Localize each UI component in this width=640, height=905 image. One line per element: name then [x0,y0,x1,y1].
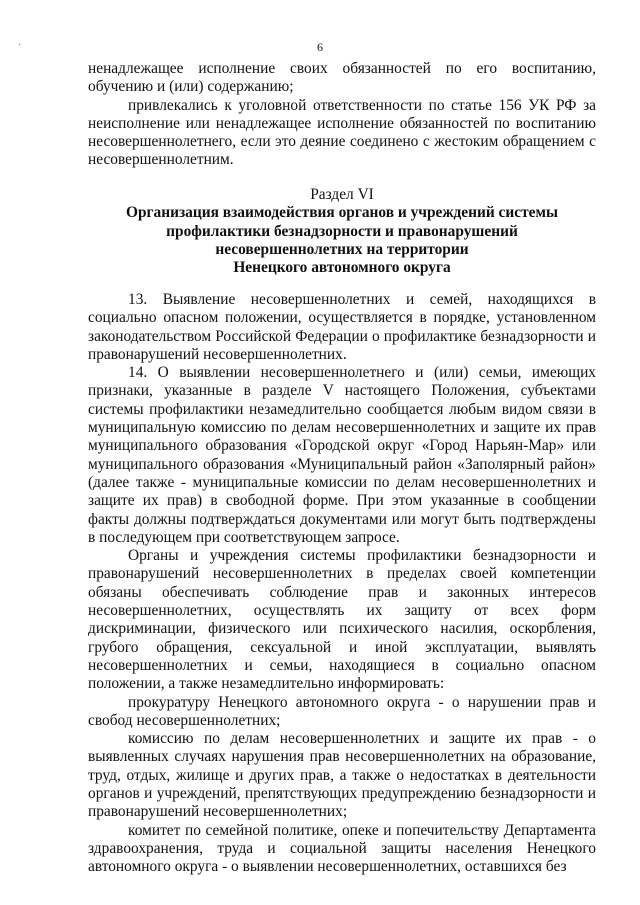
section-heading-line-1: Организация взаимодействия органов и учреждений системы [126,204,558,222]
margin-mark: · [18,40,22,51]
section-body [88,291,596,877]
paragraph-duties: ненадлежащее исполнение своих обязанностей по его воспитанию, обучению и (или) содержанию; [88,60,596,96]
section-label: Раздел VI [310,186,374,203]
section-heading-line-4: Ненецкого автономного округа [233,259,451,277]
paragraph-14: 14. О выявлении несовершеннолетнего и (или) семьи, имеющих признаки, указанные в разделе V настоящего Положения, субъектами системы профилактики незамедлительно сообщается любым видом связи в муниципальную комиссию по делам несовершеннолетних и защите их прав муниципального образования «Городской округ «Город Нарьян-Мар» или муниципального образования «Муниципальный район «Заполярный район» (далее также - муниципальные комиссии по делам несовершеннолетних и защите их прав) в свободной форме. При этом указанные в сообщении факты должны подтверждаться документами или могут быть подтверждены в последующем при соответствующем запросе. [88,364,596,546]
paragraph-inform-commission: комиссию по делам несовершеннолетних и защите их прав - о выявленных случаях нарушения прав несовершеннолетних на образование, труд, отдых, жилище и других прав, а также о недостатках в деятельности органов и учреждений, препятствующих предупреждению безнадзорности и правонарушений несовершеннолетних; [88,730,596,821]
paragraph-13: 13. Выявление несовершеннолетних и семей, находящихся в социально опасном положении, осуществляется в порядке, установленном законодательством Российской Федерации о профилактике безнадзорности и правонарушений несовершеннолетних. [88,291,596,363]
section-heading-line-2: профилактики безнадзорности и правонарушений [166,222,518,240]
paragraph-inform-prosecutor: прокуратуру Ненецкого автономного округа - о нарушении прав и свобод несовершеннолетних; [88,693,596,729]
section-header [88,186,596,277]
page-number: 6 [317,40,323,54]
section-heading-line-3: несовершеннолетних на территории [215,240,469,258]
paragraph-organs-duties: Органы и учреждения системы профилактики безнадзорности и правонарушений несовершеннолетних в пределах своей компетенции обязаны обеспечивать соблюдение прав и законных интересов несовершеннолетних, осуществлять их защиту от всех форм дискриминации, физического или психического насилия, оскорбления, грубого обращения, сексуальной и иной эксплуатации, выявлять несовершеннолетних и семьи, находящиеся в социально опасном положении, а также незамедлительно информировать: [88,547,596,693]
continued-text [88,60,596,170]
paragraph-inform-committee: комитет по семейной политике, опеке и попечительству Департамента здравоохранения, труда и социальной защиты населения Ненецкого автономного округа - о выявлении несовершеннолетних, оставшихся без [88,821,596,876]
paragraph-criminal-liability: привлекались к уголовной ответственности по статье 156 УК РФ за неисполнение или ненадлежащее исполнение обязанностей по воспитанию несовершеннолетнего, если это деяние соединено с жестоким обращением с несовершеннолетним. [88,96,596,169]
